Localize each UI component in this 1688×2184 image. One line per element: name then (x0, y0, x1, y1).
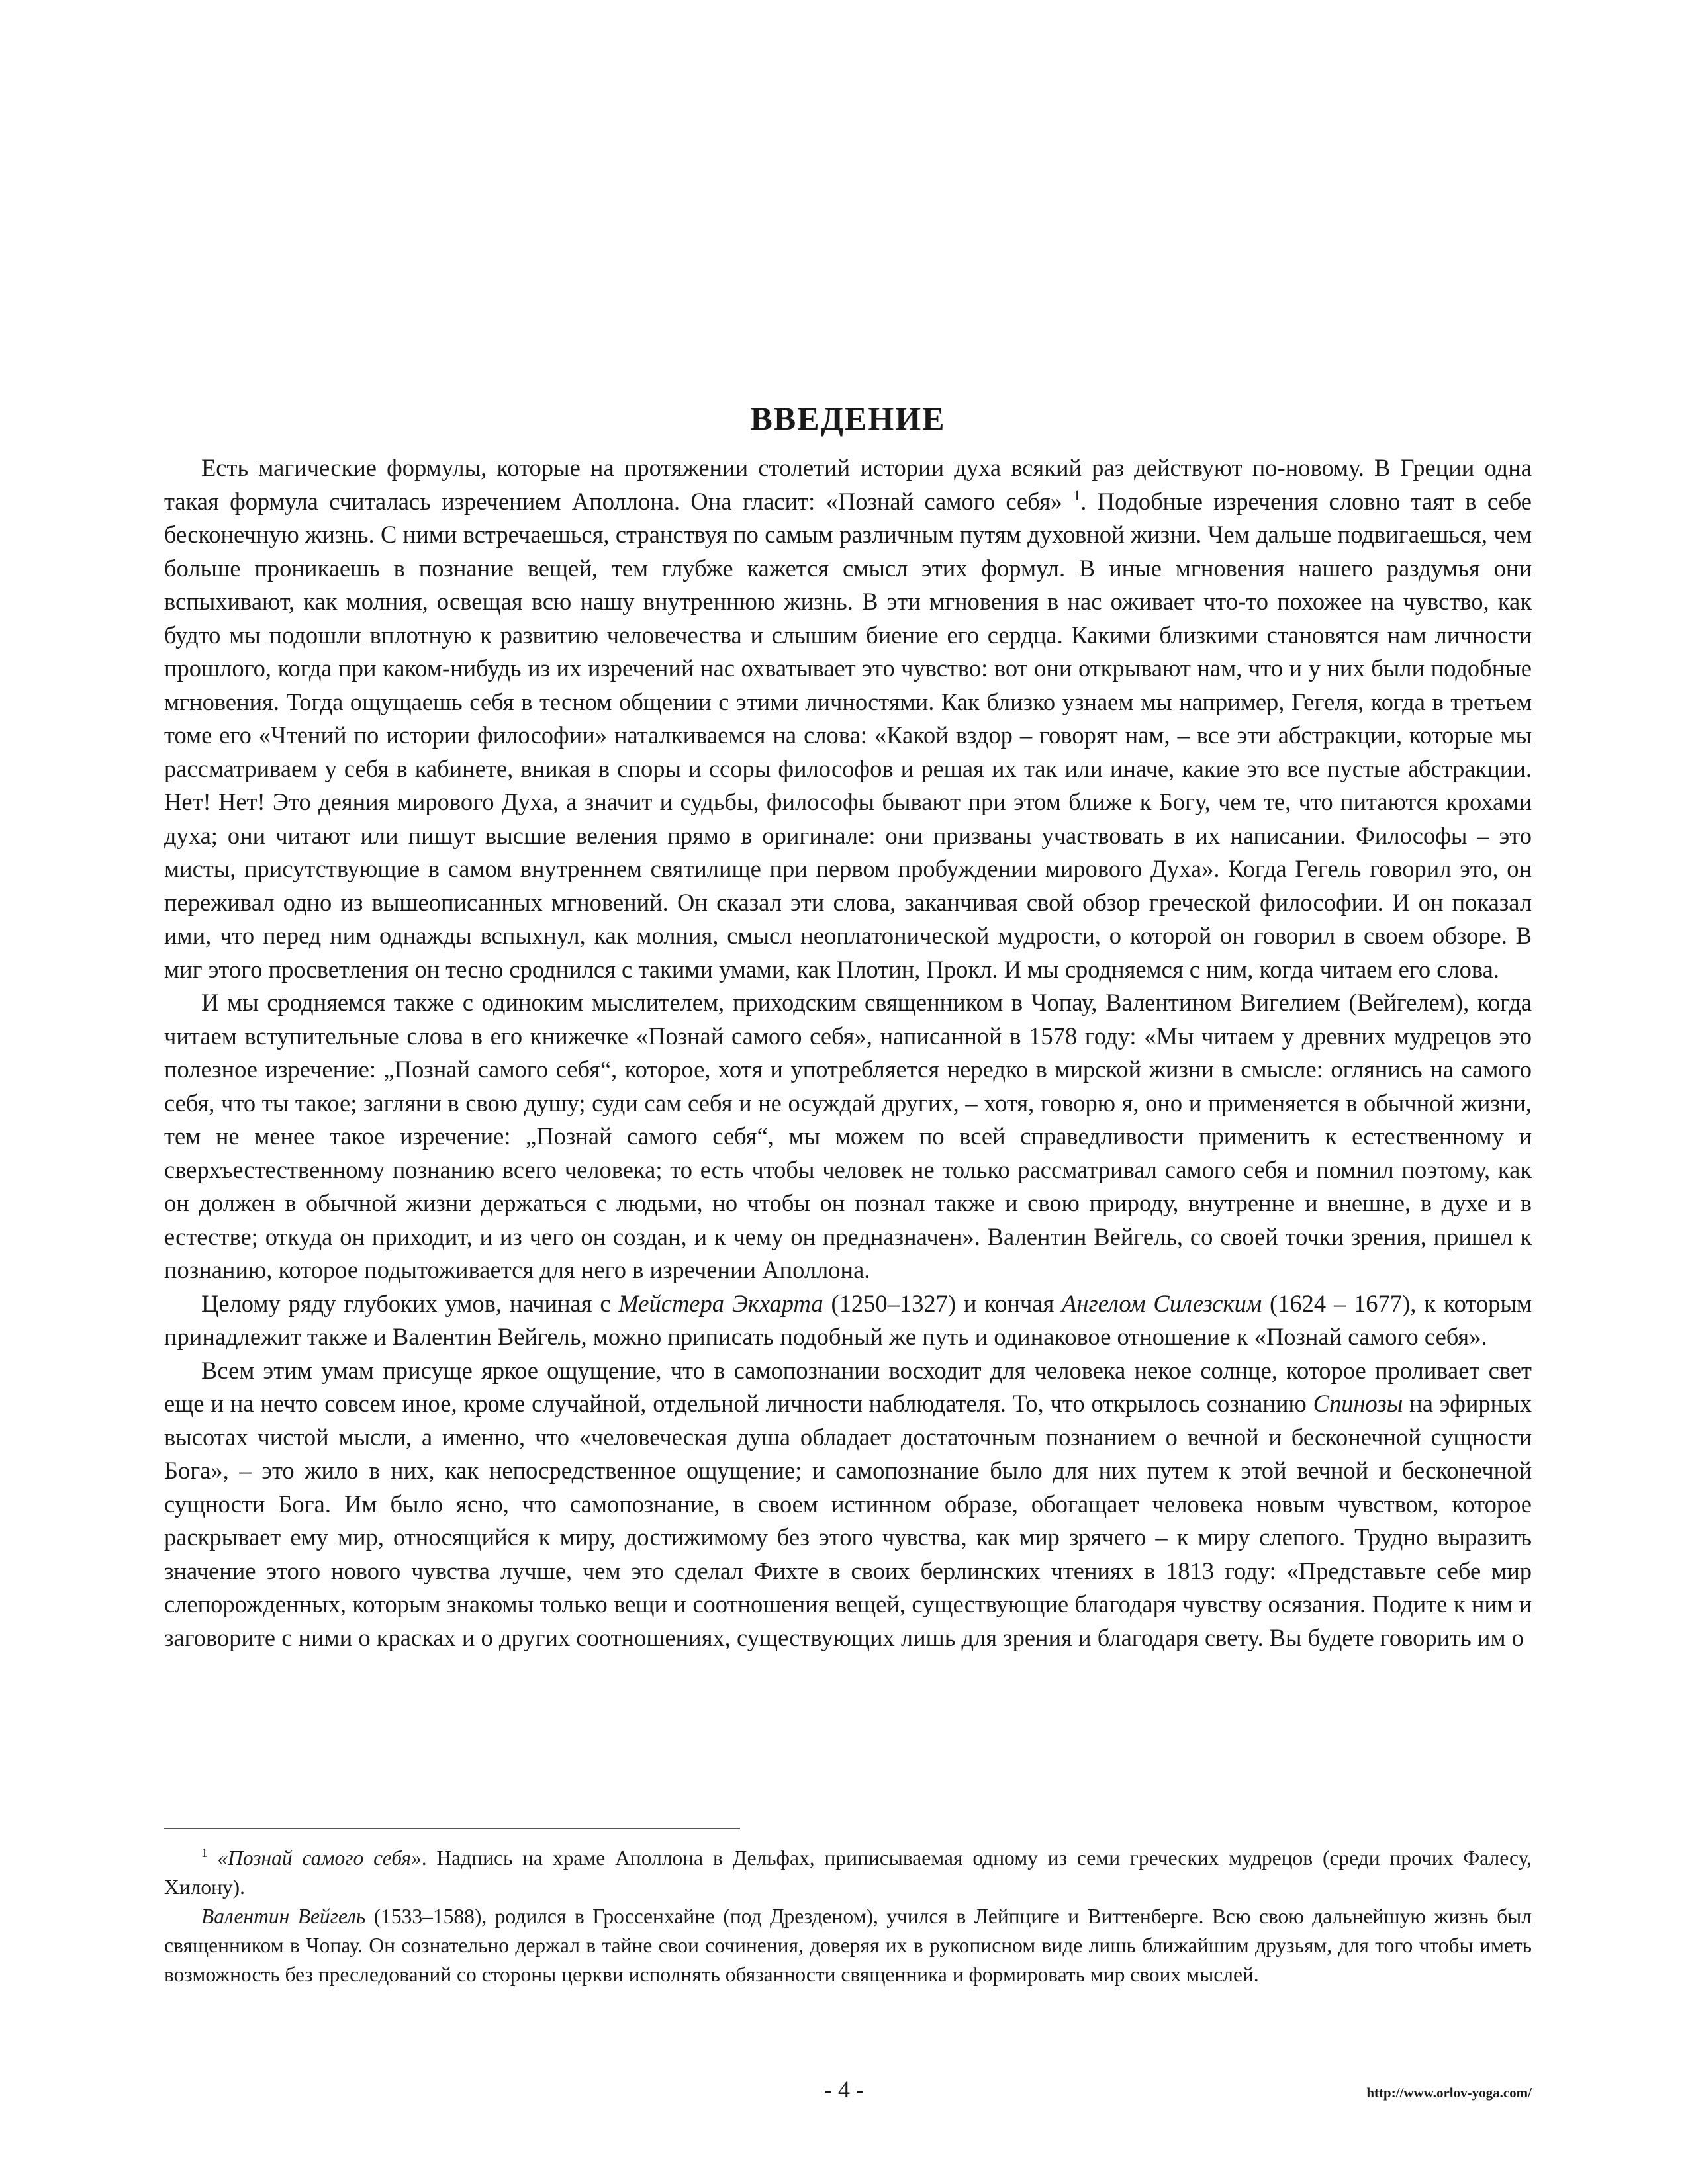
page-body (164, 394, 1532, 1655)
footnote-2-text: (1533–1588), родился в Гроссенхайне (под Дрезденом), учился в Лейпциге и Виттенберге. Всю свою дальнейшую жизнь был священником в Чопау. Он сознательно держал в тайне свои сочинения, доверяя их в рукописном виде лишь ближайшим друзьям, для того чтобы иметь возможность без преследований со стороны церкви исполнять обязанности священника и формировать мир своих мыслей. (164, 1905, 1532, 1986)
paragraph-1-text-b: . Подобные изречения словно таят в себе бесконечную жизнь. С ними встречаешься, странствуя по самым различным путям духовной жизни. Чем дальше подвигаешься, чем больше проникаешь в познание вещей, тем глубже кажется смысл этих формул. В иные мгновения нашего раздумья они вспыхивают, как молния, освещая всю нашу внутреннюю жизнь. В эти мгновения в нас оживает что-то похожее на чувство, как будто мы подошли вплотную к развитию человечества и слышим биение его сердца. Какими близкими становятся нам личности прошлого, когда при каком-нибудь из их изречений нас охватывает это чувство: вот они открывают нам, что и у них были подобные мгновения. Тогда ощущаешь себя в тесном общении с этими личностями. Как близко узнаем мы например, Гегеля, когда в третьем томе его «Чтений по истории философии» наталкиваемся на слова: «Какой вздор – говорят нам, – все эти абстракции, которые мы рассматриваем у себя в кабинете, вникая в споры и ссоры философов и решая их так или иначе, какие это все пустые абстракции. Нет! Нет! Это деяния мирового Духа, а значит и судьбы, философы бывают при этом ближе к Богу, чем те, что питаются крохами духа; они читают или пишут высшие веления прямо в оригинале: они призваны участвовать в их написании. Философы – это мисты, присутствующие в самом внутреннем святилище при первом пробуждении мирового Духа». Когда Гегель говорил это, он переживал одно из вышеописанных мгновений. Он сказал эти слова, заканчивая свой обзор греческой философии. И он показал ими, что перед ним однажды вспыхнул, как молния, смысл неоплатонической мудрости, о которой он говорил в своем обзоре. В миг этого просветления он тесно сроднился с такими умами, как Плотин, Прокл. И мы сродняемся с ним, когда читаем его слова. (164, 487, 1532, 983)
footnote-2-title: Валентин Вейгель (201, 1905, 366, 1928)
paragraph-4-text-a: Всем этим умам присуще яркое ощущение, что в самопознании восходит для человека некое солнце, которое проливает свет еще и на нечто совсем иное, кроме случайной, отдельной личности наблюдателя. То, что открылось сознанию (164, 1356, 1532, 1417)
name-angelus-silesius: Ангелом Силезским (1062, 1289, 1262, 1317)
footnote-mark-1: 1 (201, 1846, 208, 1860)
site-url-link[interactable]: http://www.orlov-yoga.com/ (1366, 2085, 1532, 2101)
footnotes (164, 1844, 1532, 1989)
footnote-separator (164, 1828, 740, 1829)
name-spinoza: Спинозы (1313, 1390, 1403, 1417)
chapter-title: ВВЕДЕНИЕ (750, 400, 946, 437)
page-number: - 4 - (824, 2076, 864, 2103)
footnote-1-title: «Познай самого себя» (217, 1846, 422, 1870)
paragraph-4-text-b: на эфирных высотах чистой мысли, а именно, что «человеческая душа обладает достаточным познанием о вечной и бесконечной сущности Бога», – это жило в них, как непосредственное ощущение; и самопознание было для них путем к этой вечной и бесконечной сущности Бога. Им было ясно, что самопознание, в своем истинном образе, обогащает человека новым чувством, которое раскрывает ему мир, относящийся к миру, достижимому без этого чувства, как мир зрячего – к миру слепого. Трудно выразить значение этого нового чувства лучше, чем это сделал Фихте в своих берлинских чтениях в 1813 году: «Представьте себе мир слепорожденных, которым знакомы только вещи и соотношения вещей, существующие благодаря чувству осязания. Подите к ним и заговорите с ними о красках и о других соотношениях, существующих лишь для зрения и благодаря свету. Вы будете говорить им о (164, 1390, 1532, 1651)
paragraph-3-text-a: Целому ряду глубоких умов, начиная с (201, 1289, 619, 1317)
paragraph-3-text-b: (1250–1327) и кончая (823, 1289, 1062, 1317)
footnote-2 (164, 1902, 1532, 1989)
main-text (164, 451, 1532, 1655)
name-eckhart: Мейстера Экхарта (618, 1289, 823, 1317)
paragraph-1 (164, 451, 1532, 986)
paragraph-2: И мы сродняемся также с одиноким мыслителем, приходским священником в Чопау, Валентином Вигелием (Вейгелем), когда читаем вступительные слова в его книжечке «Познай самого себя», написанной в 1578 году: «Мы читаем у древних мудрецов это полезное изречение: „Познай самого себя“, которое, хотя и употребляется нередко в мирской жизни в смысле: оглянись на самого себя, что ты такое; загляни в свою душу; суди сам себя и не осуждай других, – хотя, говорю я, оно и применяется в обычной жизни, тем не менее такое изречение: „Познай самого себя“, мы можем по всей справедливости применить к естественному и сверхъестественному познанию всего человека; то есть чтобы человек не только рассматривал самого себя и помнил поэтому, как он должен в обычной жизни держаться с людьми, но чтобы он познал также и свою природу, внутренне и внешне, в духе и в естестве; откуда он приходит, и из чего он создан, и к чему он предназначен». Валентин Вейгель, со своей точки зрения, пришел к познанию, которое подытоживается для него в изречении Аполлона. (164, 989, 1532, 1283)
footnote-1-text: . Надпись на храме Аполлона в Дельфах, приписываемая одному из семи греческих мудрецов (среди прочих Фалесу, Хилону). (164, 1846, 1532, 1899)
footnote-1 (164, 1844, 1532, 1902)
paragraph-4 (164, 1354, 1532, 1655)
paragraph-3 (164, 1287, 1532, 1354)
paragraph-3-text-c: (1624 – 1677), к которым принадлежит также и Валентин Вейгель, можно приписать подобный же путь и одинаковое отношение к «Познай самого себя». (164, 1289, 1532, 1350)
footnote-ref-1[interactable]: 1 (1073, 486, 1081, 504)
paragraph-1-text-a: Есть магические формулы, которые на протяжении столетий истории духа всякий раз действуют по-новому. В Греции одна такая формула считалась изречением Аполлона. Она гласит: «Познай самого себя» (164, 454, 1532, 515)
